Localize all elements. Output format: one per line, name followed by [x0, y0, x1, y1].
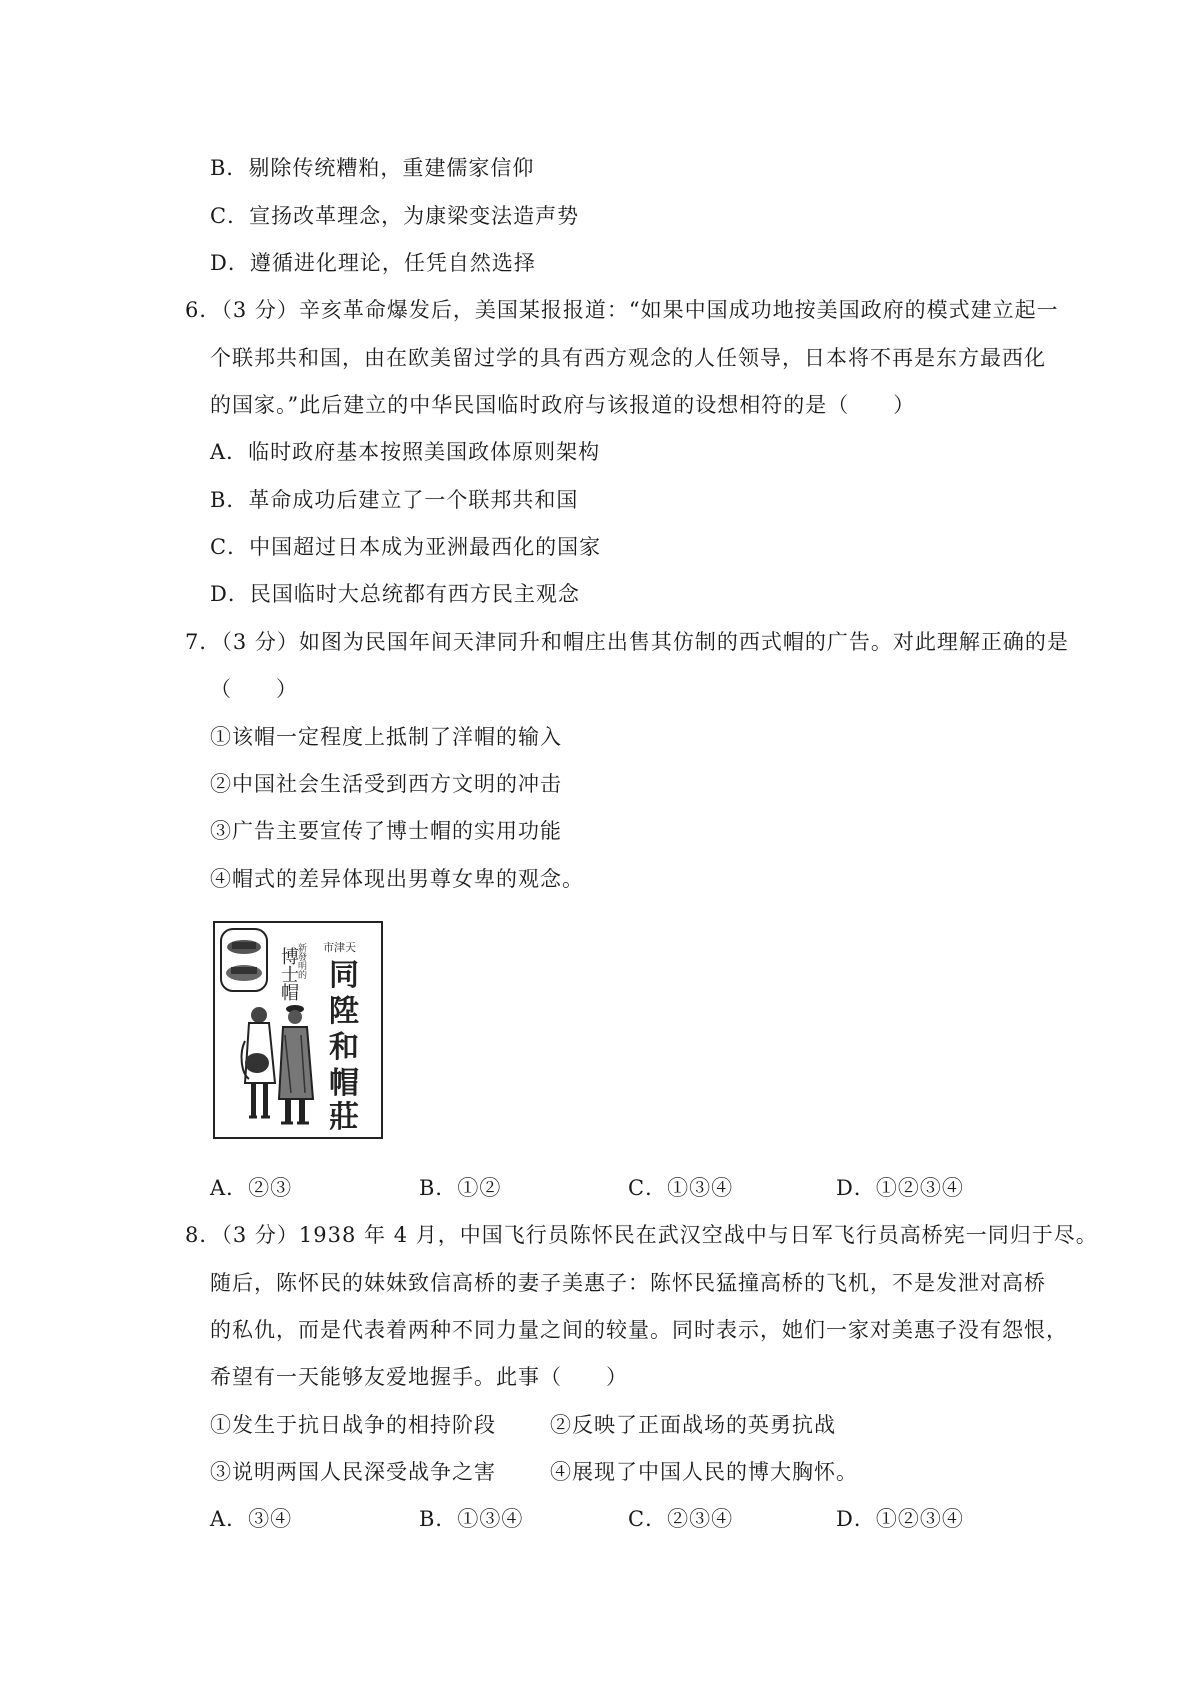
ad-product-char-2: 士 [281, 965, 299, 986]
q7-statement-1: ①该帽一定程度上抵制了洋帽的输入 [210, 725, 562, 749]
ad-product-char-1: 博 [281, 947, 299, 968]
q7-statement-2: ②中国社会生活受到西方文明的冲击 [210, 772, 562, 796]
q8-stem-line-1: 8．（3 分）1938 年 4 月，中国飞行员陈怀民在武汉空战中与日军飞行员高桥宪一同归于尽。 [185, 1223, 1098, 1247]
q8-option-c: C．②③④ [628, 1507, 734, 1531]
woman-figure-icon [242, 1007, 275, 1117]
hat-advertisement-image [213, 921, 383, 1139]
q6-option-c: C．中国超过日本成为亚洲最西化的国家 [210, 535, 602, 559]
q6-option-b: B．革命成功后建立了一个联邦共和国 [210, 488, 579, 512]
ad-shop-char-1: 同 [329, 958, 359, 993]
q5-option-d: D．遵循进化理论，任凭自然选择 [210, 251, 536, 275]
q7-statement-3: ③广告主要宣传了博士帽的实用功能 [210, 819, 562, 843]
q8-statement-2: ②反映了正面战场的英勇抗战 [550, 1413, 836, 1437]
q6-option-a: A．临时政府基本按照美国政体原则架构 [210, 440, 601, 464]
q8-option-a: A．③④ [210, 1507, 293, 1531]
ad-shop-char-4: 帽 [329, 1066, 359, 1101]
q7-stem-line-1: 7．（3 分）如图为民国年间天津同升和帽庄出售其仿制的西式帽的广告。对此理解正确的是 [185, 630, 1069, 654]
q5-option-b: B．剔除传统糟粕，重建儒家信仰 [210, 156, 535, 180]
ad-product-char-3: 帽 [281, 983, 299, 1004]
q7-option-a: A．②③ [210, 1176, 293, 1200]
q7-option-c: C．①③④ [628, 1176, 734, 1200]
ad-shop-char-2: 陞 [329, 994, 359, 1029]
ad-side-text: 新發明的 [296, 943, 306, 979]
q8-stem-line-3: 的私仇，而是代表着两种不同力量之间的较量。同时表示，她们一家对美惠子没有怨恨， [210, 1318, 1068, 1342]
ad-city-label: 市津天 [323, 941, 356, 954]
q7-option-b: B．①② [419, 1176, 502, 1200]
ad-shop-char-3: 和 [329, 1030, 359, 1065]
q8-stem-line-2: 随后，陈怀民的妹妹致信高桥的妻子美惠子：陈怀民猛撞高桥的飞机，不是发泄对高桥 [210, 1271, 1046, 1295]
q8-statement-1: ①发生于抗日战争的相持阶段 [210, 1413, 496, 1437]
q7-statement-4: ④帽式的差异体现出男尊女卑的观念。 [210, 867, 584, 891]
q7-option-d: D．①②③④ [836, 1176, 964, 1200]
q8-option-b: B．①③④ [419, 1507, 524, 1531]
q6-stem-line-2: 个联邦共和国，由在欧美留过学的具有西方观念的人任领导，日本将不再是东方最西化 [210, 346, 1046, 370]
q7-stem-line-2: （ ） [210, 677, 298, 701]
q6-stem-line-1: 6．（3 分）辛亥革命爆发后，美国某报报道：“如果中国成功地按美国政府的模式建立起一 [185, 298, 1059, 322]
q5-option-c: C．宣扬改革理念，为康梁变法造声势 [210, 204, 580, 228]
ad-shop-char-5: 莊 [329, 1100, 359, 1135]
q8-statement-4: ④展现了中国人民的博大胸怀。 [550, 1460, 858, 1484]
man-figure-icon [279, 1005, 313, 1123]
q6-option-d: D．民国临时大总统都有西方民主观念 [210, 582, 580, 606]
q8-statement-3: ③说明两国人民深受战争之害 [210, 1460, 496, 1484]
q8-stem-line-4: 希望有一天能够友爱地握手。此事（ ） [210, 1365, 628, 1389]
q8-option-d: D．①②③④ [836, 1507, 964, 1531]
q6-stem-line-3: 的国家。”此后建立的中华民国临时政府与该报道的设想相符的是（ ） [210, 393, 916, 417]
